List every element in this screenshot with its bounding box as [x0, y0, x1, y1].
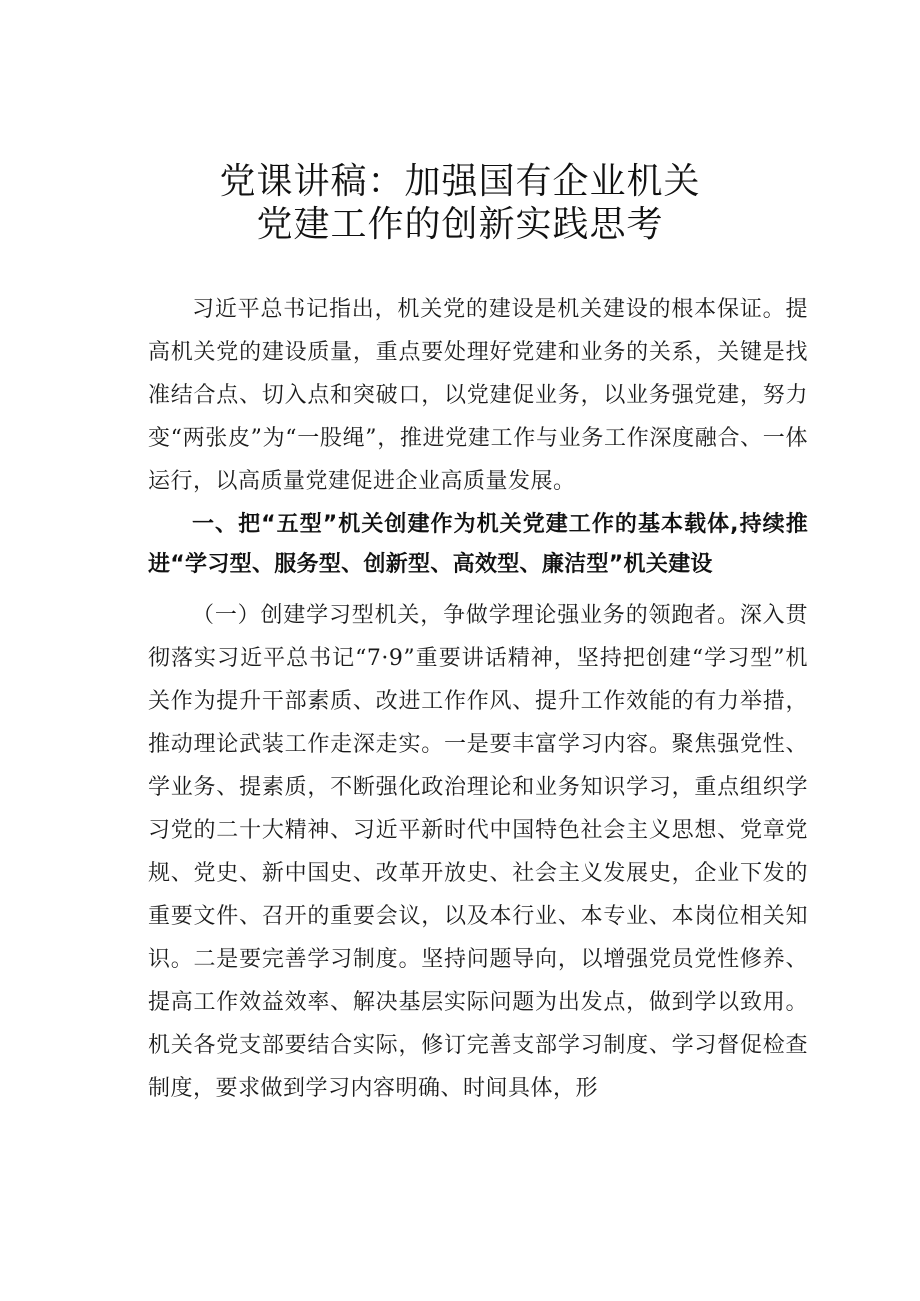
- intro-paragraph: 习近平总书记指出，机关党的建设是机关建设的根本保证。提高机关党的建设质量，重点要处理好党建和业务的关系，关键是找准结合点、切入点和突破口，以党建促业务，以业务强党建，努力变“两张皮”为“一股绳”，推进党建工作与业务工作深度融合、一体运行，以高质量党建促进企业高质量发展。: [148, 297, 808, 494]
- document-title-line-1: 党课讲稿：加强国有企业机关: [219, 161, 701, 202]
- document-title-line-2: 党建工作的创新实践思考: [256, 204, 664, 245]
- subsection-paragraph-1: （一）创建学习型机关，争做学理论强业务的领跑者。深入贯彻落实习近平总书记“7·9”重要讲话精神，坚持把创建“学习型”机关作为提升干部素质、改进工作作风、提升工作效能的有力举措，推动理论武装工作走深走实。一是要丰富学习内容。聚焦强党性、学业务、提素质，不断强化政治理论和业务知识学习，重点组织学习党的二十大精神、习近平新时代中国特色社会主义思想、党章党规、党史、新中国史、改革开放史、社会主义发展史，企业下发的重要文件、召开的重要会议，以及本行业、本专业、本岗位相关知识。二是要完善学习制度。坚持问题导向，以增强党员党性修养、提高工作效益效率、解决基层实际问题为出发点，做到学以致用。机关各党支部要结合实际，修订完善支部学习制度、学习督促检查制度，要求做到学习内容明确、时间具体，形: [148, 603, 808, 1101]
- section-heading-1: 一、把“五型”机关创建作为机关党建工作的基本载体,持续推进“学习型、服务型、创新型、高效型、廉洁型”机关建设: [148, 512, 808, 577]
